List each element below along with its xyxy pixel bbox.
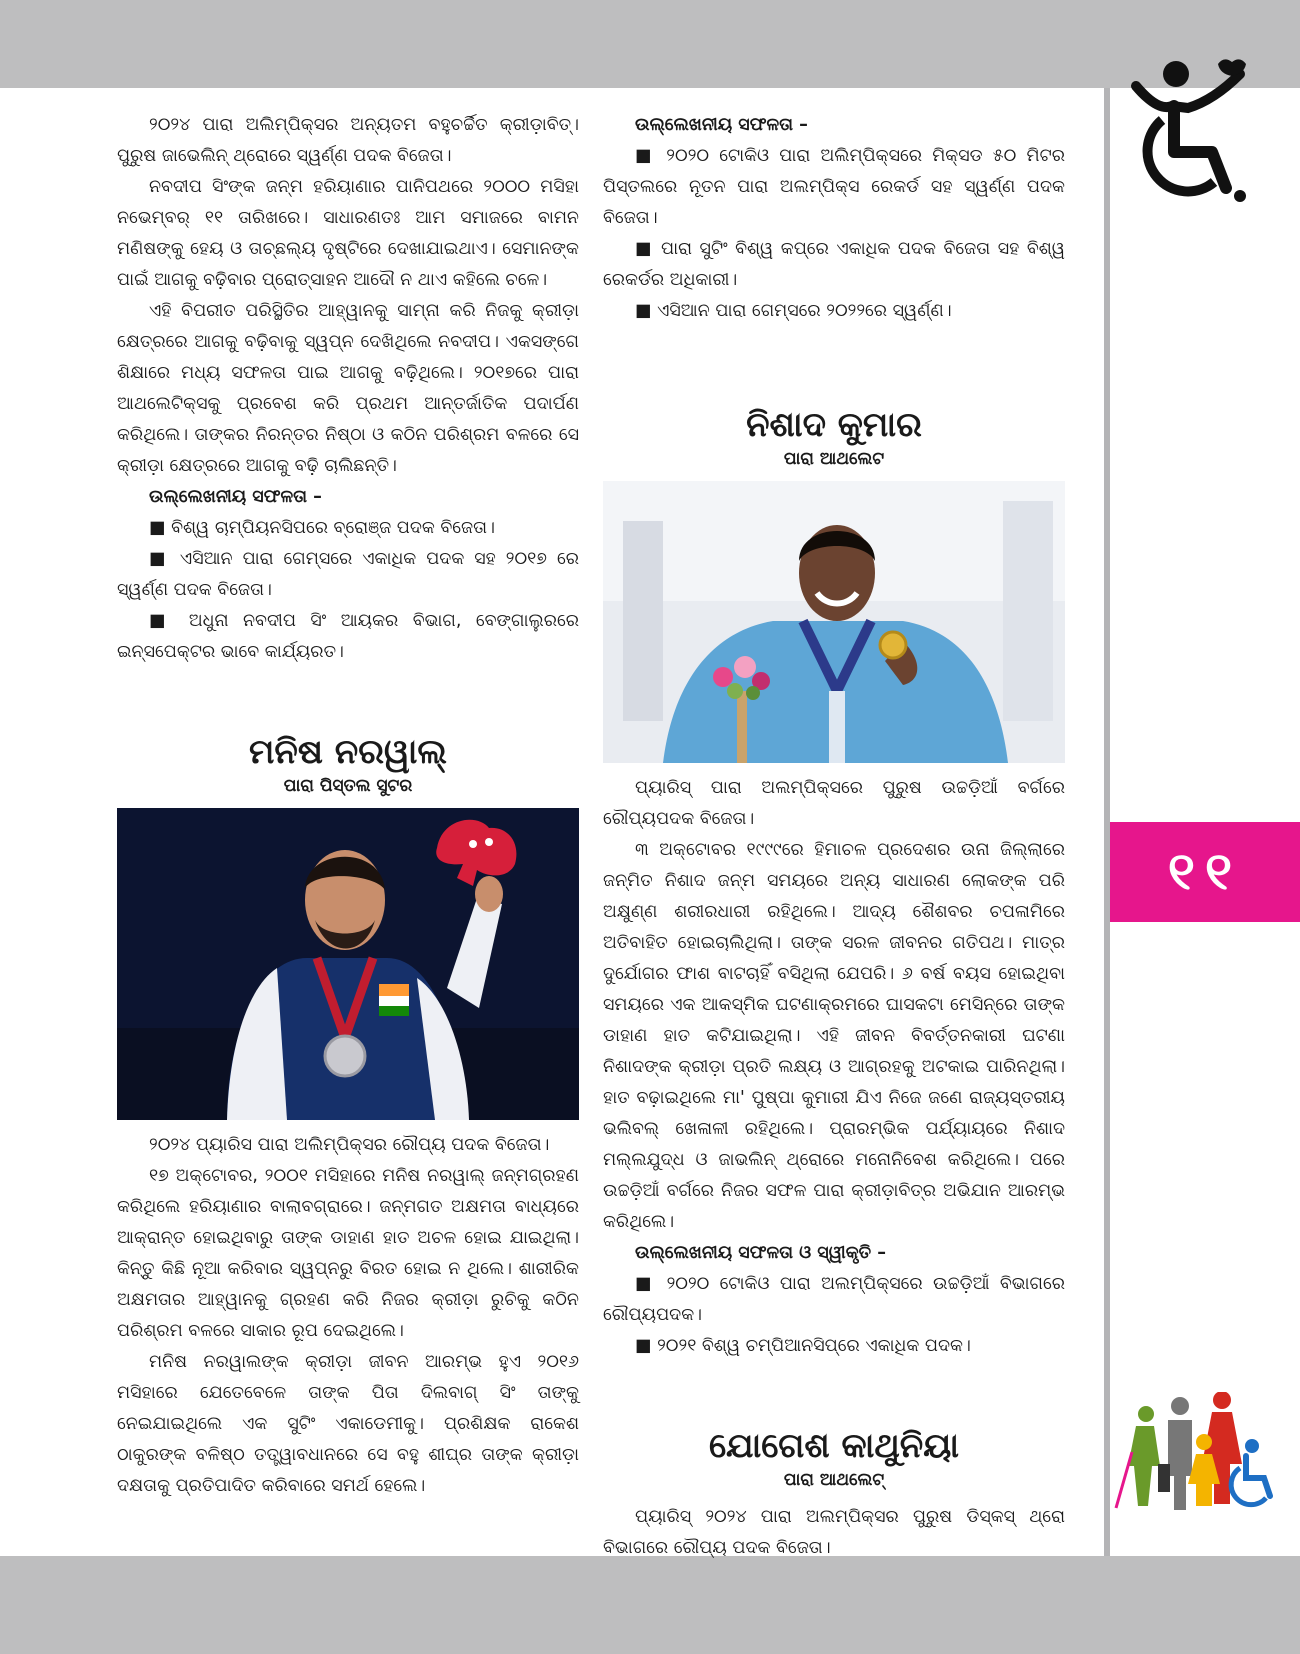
- manish-role: ପାରା ପିସ୍ତଲ ସୁଟର: [283, 776, 413, 796]
- nishad-achievement-1: ■ ୨୦୨୦ ଟୋକିଓ ପାରା ଅଲମ୍ପିକ୍ସରେ ଉଚ୍ଚଡ଼ିଆଁ ବିଭାଗରେ ରୌପ୍ୟପଦକ।: [603, 1274, 1065, 1325]
- navdeep-birth: ନବଦୀପ ସିଂଙ୍କ ଜନ୍ମ ହରିୟାଣାର ପାନିପଥରେ ୨୦୦୦ ମସିହା ନଭେମ୍ବର୍ ୧୧ ତାରିଖରେ। ସାଧାରଣତଃ ଆମ ସମାଜରେ ବାମନ ମଣିଷଙ୍କୁ ହେୟ ଓ ତାଚ୍ଛଲ୍ୟ ଦୃଷ୍ଟିରେ ଦେଖାଯାଇଥାଏ। ସେମାନଙ୍କ ପାଇଁ ଆଗକୁ ବଢ଼ିବାର ପ୍ରୋତ୍ସାହନ ଆଦୌ ନ ଥାଏ କହିଲେ ଚଳେ।: [117, 177, 579, 290]
- navdeep-journey: ଏହି ବିପରୀତ ପରିସ୍ଥିତିର ଆହ୍ୱାନକୁ ସାମ୍ନା କରି ନିଜକୁ କ୍ରୀଡ଼ା କ୍ଷେତ୍ରରେ ଆଗକୁ ବଢ଼ିବାକୁ ସ୍ୱପ୍ନ ଦେଖିଥିଲେ ନବଦୀପ। ଏକସଙ୍ଗେ ଶିକ୍ଷାରେ ମଧ୍ୟ ସଫଳତା ପାଇ ଆଗକୁ ବଢ଼ିଥିଲେ। ୨୦୧୭ରେ ପାରା ଆଥଲେଟିକ୍ସକୁ ପ୍ରବେଶ କରି ପ୍ରଥମ ଆନ୍ତର୍ଜାତିକ ପଦାର୍ପଣ କରିଥିଲେ। ତାଙ୍କର ନିରନ୍ତର ନିଷ୍ଠା ଓ କଠିନ ପରିଶ୍ରମ ବଳରେ ସେ କ୍ରୀଡ଼ା କ୍ଷେତ୍ରରେ ଆଗକୁ ବଢ଼ି ଚାଲିଛନ୍ତି।: [117, 301, 579, 476]
- nishad-name: ନିଶାଦ କୁମାର: [746, 405, 922, 445]
- manish-achievement-1: ■ ୨୦୨୦ ଟୋକିଓ ପାରା ଅଲିମ୍ପିକ୍ସରେ ମିକ୍ସଡ ୫୦ ମିଟର ପିସ୍ତଲରେ ନୂତନ ପାରା ଅଲମ୍ପିକ୍ସ ରେକର୍ଡ ସହ ସ୍ୱର୍ଣ୍ଣ ପଦକ ବିଜେତା।: [603, 146, 1065, 228]
- manish-career: ମନିଷ ନରୱାଲଙ୍କ କ୍ରୀଡ଼ା ଜୀବନ ଆରମ୍ଭ ହୁଏ ୨୦୧୬ ମସିହାରେ ଯେତେବେଳେ ତାଙ୍କ ପିତା ଦିଲବାଗ୍ ସିଂ ତାଙ୍କୁ ନେଇଯାଇଥିଲେ ଏକ ସୁଟିଂ ଏକାଡେମୀକୁ। ପ୍ରଶିକ୍ଷକ ରାକେଶ ଠାକୁରଙ୍କ ବଳିଷ୍ଠ ତତ୍ତ୍ୱାବଧାନରେ ସେ ବହୁ ଶୀଘ୍ର ତାଙ୍କ କ୍ରୀଡ଼ା ଦକ୍ଷତାକୁ ପ୍ରତିପାଦିତ କରିବାରେ ସମର୍ଥ ହେଲେ।: [117, 1352, 579, 1496]
- top-band: [0, 0, 1300, 88]
- yogesh-intro: ପ୍ୟାରିସ୍ ୨୦୨୪ ପାରା ଅଲମ୍ପିକ୍ସର ପୁରୁଷ ଡିସ୍କସ୍ ଥ୍ରୋ ବିଭାଗରେ ରୌପ୍ୟ ପଦକ ବିଜେତା।: [603, 1507, 1065, 1558]
- navdeep-achievements-heading: ଉଲ୍ଲେଖନୀୟ ସଫଳତା –: [149, 487, 322, 507]
- nishad-role: ପାରା ଆଥଲେଟ: [783, 449, 885, 469]
- manish-achievements-heading: ଉଲ୍ଲେଖନୀୟ ସଫଳତା –: [635, 115, 808, 135]
- manish-achievement-3: ■ ଏସିଆନ ପାରା ଗେମ୍ସରେ ୨୦୨୨ରେ ସ୍ୱର୍ଣ୍ଣ।: [635, 301, 952, 321]
- left-column: [117, 110, 579, 1502]
- manish-birth: ୧୭ ଅକ୍ଟୋବର, ୨୦୦୧ ମସିହାରେ ମନିଷ ନରୱାଲ୍ ଜନ୍ମଗ୍ରହଣ କରିଥିଲେ ହରିୟାଣାର ବାଲାବଗ୍ରାରେ। ଜନ୍ମଗତ ଅକ୍ଷମତା ବାଧ୍ୟରେ ଆକ୍ରାନ୍ତ ହୋଇଥିବାରୁ ତାଙ୍କ ଡାହାଣ ହାତ ଅଚଳ ହୋଇ ଯାଇଥିଲା। କିନ୍ତୁ କିଛି ନୂଆ କରିବାର ସ୍ୱପ୍ନରୁ ବିରତ ହୋଇ ନ ଥିଲେ। ଶାରୀରିକ ଅକ୍ଷମତାର ଆହ୍ୱାନକୁ ଗ୍ରହଣ କରି ନିଜର କ୍ରୀଡ଼ା ରୁଚିକୁ କଠିନ ପରିଶ୍ରମ ବଳରେ ସାକାର ରୂପ ଦେଇଥିଲେ।: [117, 1166, 579, 1341]
- nishad-intro: ପ୍ୟାରିସ୍ ପାରା ଅଲମ୍ପିକ୍ସରେ ପୁରୁଷ ଉଚ୍ଚଡ଼ିଆଁ ବର୍ଗରେ ରୌପ୍ୟପଦକ ବିଜେତା।: [603, 778, 1065, 829]
- yogesh-role: ପାରା ଆଥଲେଟ୍: [783, 1470, 885, 1490]
- page-number-tab: [1110, 822, 1300, 922]
- bottom-band: [0, 1556, 1300, 1654]
- nishad-achievement-2: ■ ୨୦୨୧ ବିଶ୍ୱ ଚମ୍ପିଆନସିପ୍‌ରେ ଏକାଧିକ ପଦକ।: [635, 1336, 971, 1356]
- navdeep-intro: ୨୦୨୪ ପାରା ଅଲିମ୍ପିକ୍ସର ଅନ୍ୟତମ ବହୁଚର୍ଚ୍ଚିତ କ୍ରୀଡ଼ାବିତ୍। ପୁରୁଷ ଜାଭେଲିନ୍ ଥ୍ରୋରେ ସ୍ୱର୍ଣ୍ଣ ପଦକ ବିଜେତା।: [117, 115, 579, 166]
- page-number: ୧୧: [1167, 841, 1243, 902]
- navdeep-achievement-3: ■ ଅଧୁନା ନବଦୀପ ସିଂ ଆୟକର ବିଭାଗ, ବେଙ୍ଗାଲୁରରେ ଇନ୍ସପେକ୍ଟର ଭାବେ କାର୍ଯ୍ୟରତ।: [117, 611, 579, 662]
- wheelchair-user-icon: [1128, 56, 1252, 206]
- disability-group-icon: [1114, 1392, 1274, 1512]
- nishad-achievements-heading: ଉଲ୍ଲେଖନୀୟ ସଫଳତା ଓ ସ୍ୱୀକୃତି –: [635, 1243, 886, 1263]
- nishad-bio: ୩ ଅକ୍ଟୋବର ୧୯୯୯ରେ ହିମାଚଳ ପ୍ରଦେଶର ଉନା ଜିଲ୍ଲାରେ ଜନ୍ମିତ ନିଶାଦ ଜନ୍ମ ସମୟରେ ଅନ୍ୟ ସାଧାରଣ ଲୋକଙ୍କ ପରି ଅକ୍ଷୁଣ୍ଣ ଶରୀରଧାରୀ ରହିଥିଲେ। ଆଦ୍ୟ ଶୈଶବର ଚପଳାମିରେ ଅତିବାହିତ ହୋଇଚାଲିଥିଲା। ତାଙ୍କ ସରଳ ଜୀବନର ଗତିପଥ। ମାତ୍ର ଦୁର୍ଯୋଗର ଫାଶ ବାଟଚାହିଁ ବସିଥିଲା ଯେପରି। ୬ ବର୍ଷ ବୟସ ହୋଇଥିବା ସମୟରେ ଏକ ଆକସ୍ମିକ ଘଟଣାକ୍ରମରେ ଘାସକଟା ମେସିନ୍‌ରେ ତାଙ୍କ ଡାହାଣ ହାତ କଟିଯାଇଥିଲା। ଏହି ଜୀବନ ବିବର୍ତ୍ତନକାରୀ ଘଟଣା ନିଶାଦଙ୍କ କ୍ରୀଡ଼ା ପ୍ରତି ଲକ୍ଷ୍ୟ ଓ ଆଗ୍ରହକୁ ଅଟକାଇ ପାରିନଥିଲା। ହାତ ବଢ଼ାଇଥିଲେ ମା' ପୁଷ୍ପା କୁମାରୀ ଯିଏ ନିଜେ ଜଣେ ରାଜ୍ୟସ୍ତରୀୟ ଭଲିବଲ୍ ଖେଳାଳୀ ରହିଥିଲେ। ପ୍ରାରମ୍ଭିକ ପର୍ଯ୍ୟାୟରେ ନିଶାଦ ମଲ୍ଲଯୁଦ୍ଧ ଓ ଜାଭଲିନ୍ ଥ୍ରୋରେ ମନୋନିବେଶ କରିଥିଲେ। ପରେ ଉଚ୍ଚଡ଼ିଆଁ ବର୍ଗରେ ନିଜର ସଫଳ ପାରା କ୍ରୀଡ଼ାବିତ୍‌ର ଅଭିଯାନ ଆରମ୍ଭ କରିଥିଲେ।: [603, 840, 1065, 1232]
- manish-achievement-2: ■ ପାରା ସୁଟିଂ ବିଶ୍ୱ କପ୍‌ରେ ଏକାଧିକ ପଦକ ବିଜେତା ସହ ବିଶ୍ୱ ରେକର୍ଡର ଅଧିକାରୀ।: [603, 239, 1065, 290]
- navdeep-achievement-2: ■ ଏସିଆନ ପାରା ଗେମ୍ସରେ ଏକାଧିକ ପଦକ ସହ ୨୦୧୭ ରେ ସ୍ୱର୍ଣ୍ଣ ପଦକ ବିଜେତା।: [117, 549, 579, 600]
- nishad-kumar-photo: [603, 481, 1065, 763]
- yogesh-name: ଯୋଗେଶ କାଥୁନିୟା: [708, 1426, 960, 1466]
- navdeep-achievement-1: ■ ବିଶ୍ୱ ଚାମ୍ପିୟନସିପରେ ବ୍ରୋଞ୍ଜ ପଦକ ବିଜେତା।: [149, 518, 495, 538]
- manish-narwal-photo: [117, 808, 579, 1120]
- manish-intro: ୨୦୨୪ ପ୍ୟାରିସ ପାରା ଅଲିମ୍ପିକ୍ସର ରୌପ୍ୟ ପଦକ ବିଜେତା।: [149, 1135, 550, 1155]
- manish-name: ମନିଷ ନରୱାଲ୍: [249, 732, 447, 772]
- right-column: [603, 110, 1065, 1564]
